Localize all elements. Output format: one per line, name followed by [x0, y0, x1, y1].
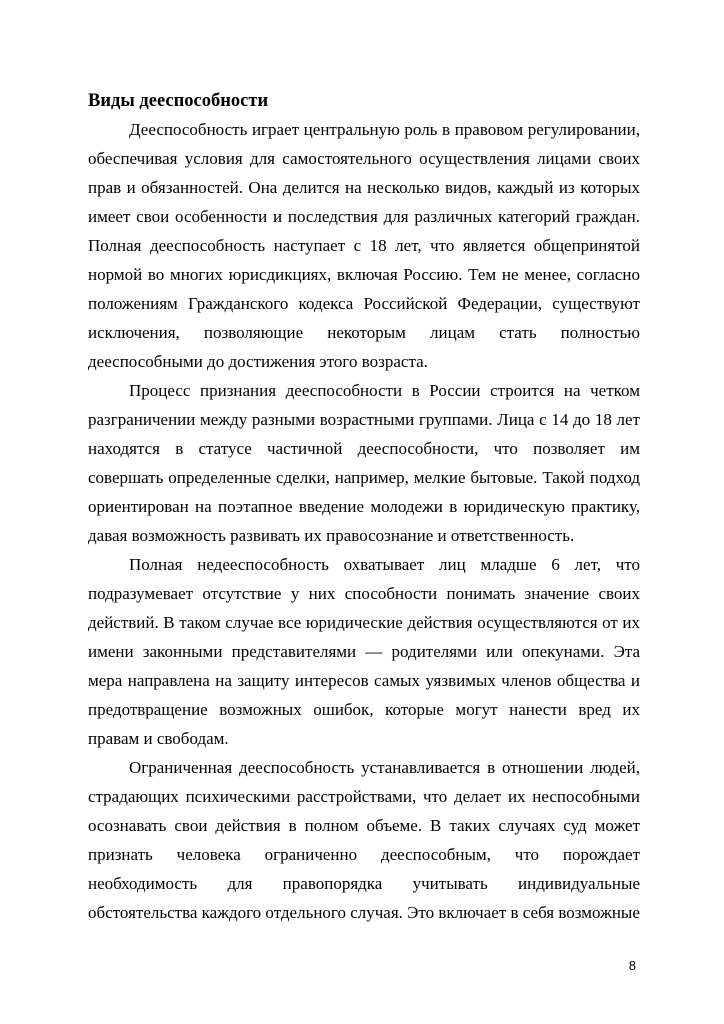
body-text [88, 115, 640, 927]
paragraph: Процесс признания дееспособности в России строится на четком разграничении между разными возрастными группами. Лица с 14 до 18 лет находятся в статусе частичной дееспособности, что позволяет им совершать определенные сделки, например, мелкие бытовые. Такой подход ориентирован на поэтапное введение молодежи в юридическую практику, давая возможность развивать их правосознание и ответственность. [88, 381, 640, 545]
paragraph: Полная недееспособность охватывает лиц младше 6 лет, что подразумевает отсутствие у них способности понимать значение своих действий. В таком случае все юридические действия осуществляются от их имени законными представителями — родителями или опекунами. Эта мера направлена на защиту интересов самых уязвимых членов общества и предотвращение возможных ошибок, которые могут нанести вред их правам и свободам. [88, 555, 640, 748]
paragraph: Дееспособность играет центральную роль в правовом регулировании, обеспечивая условия для самостоятельного осуществления лицами своих прав и обязанностей. Она делится на несколько видов, каждый из которых имеет свои особенности и последствия для различных категорий граждан. Полная дееспособность наступает с 18 лет, что является общепринятой нормой во многих юрисдикциях, включая Россию. Тем не менее, согласно положениям Гражданского кодекса Российской Федерации, существуют исключения, позволяющие некоторым лицам стать полностью дееспособными до достижения этого возраста. [88, 120, 640, 371]
page-number: 8 [628, 958, 636, 973]
paragraph: Ограниченная дееспособность устанавливается в отношении людей, страдающих психическими расстройствами, что делает их неспособными осознавать свои действия в полном объеме. В таких случаях суд может признать человека ограниченно дееспособным, что порождает необходимость для правопорядка учитывать индивидуальные обстоятельства каждого отдельного случая. Это включает в себя возможные [88, 758, 640, 922]
section-heading: Виды дееспособности [88, 91, 269, 111]
